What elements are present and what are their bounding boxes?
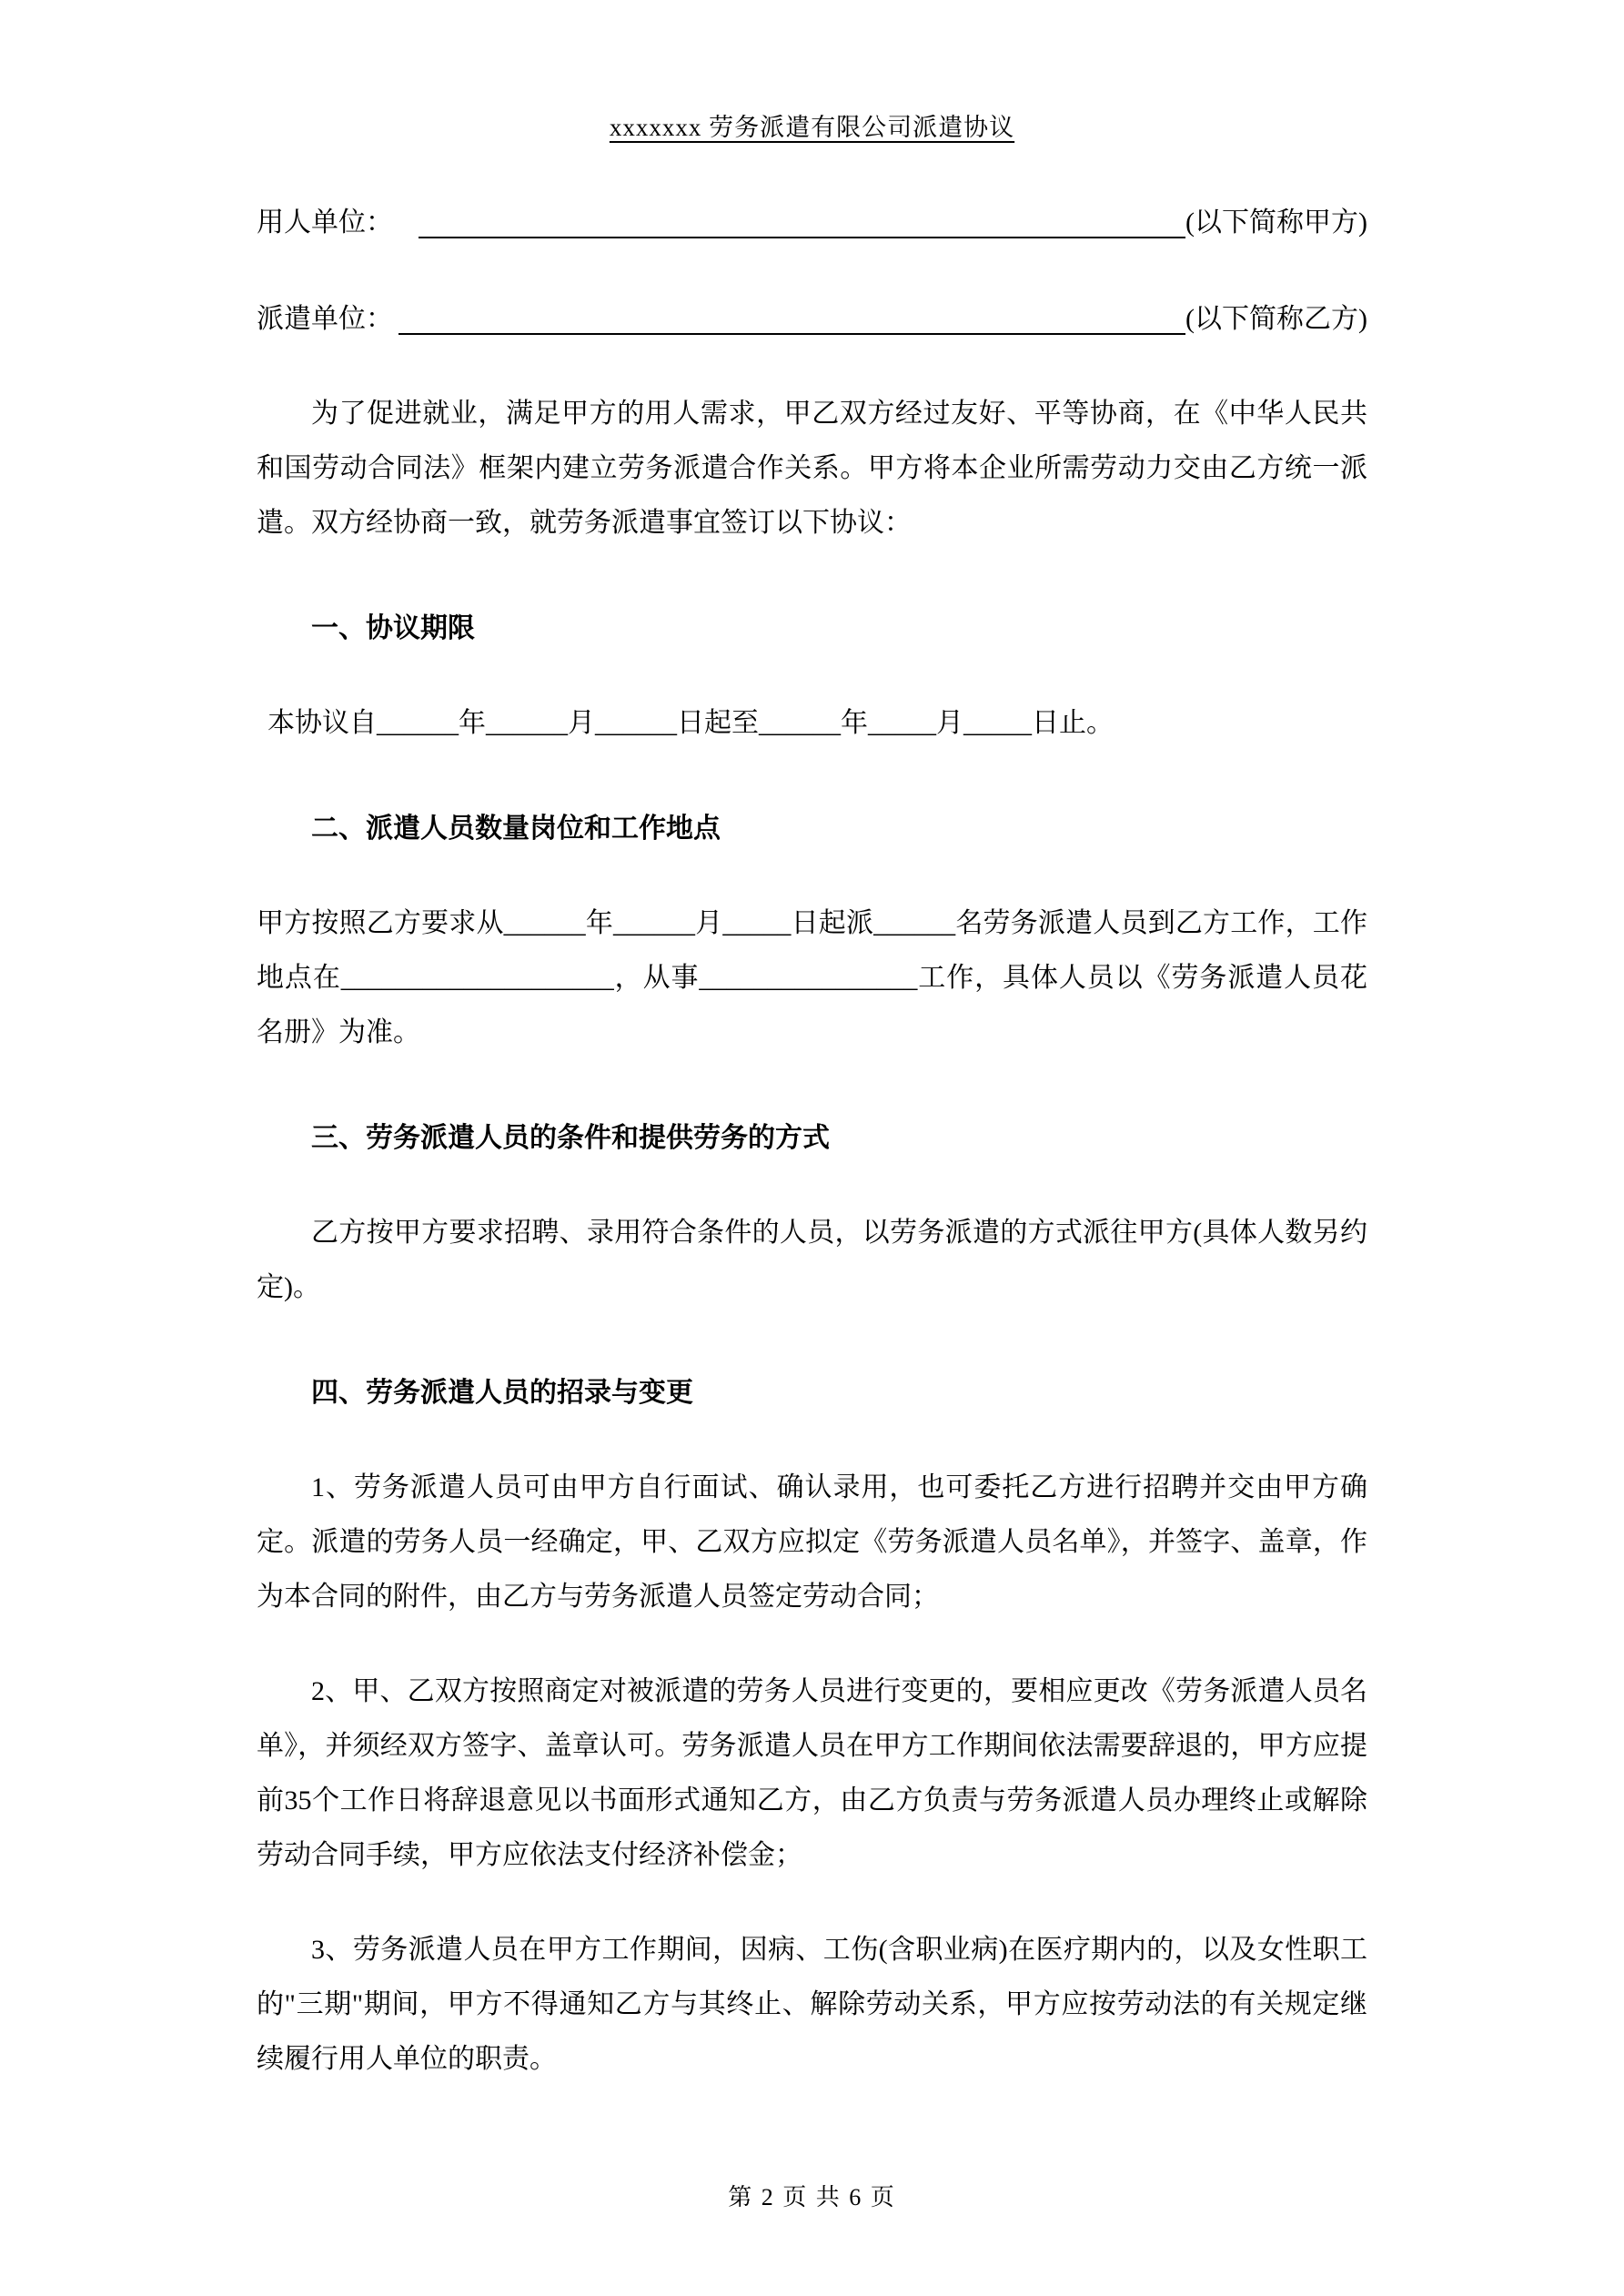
employer-suffix: (以下简称甲方) [1185, 207, 1367, 238]
intro-paragraph: 为了促进就业，满足甲方的用人需求，甲乙双方经过友好、平等协商，在《中华人民共和国劳动合同法》框架内建立劳务派遣合作关系。甲方将本企业所需劳动力交由乙方统一派遣。双方经协商一致，就劳务派遣事宜签订以下协议： [257, 399, 1367, 538]
section-4-paragraph-2: 2、甲、乙双方按照商定对被派遣的劳务人员进行变更的，要相应更改《劳务派遣人员名单》，并须经双方签字、盖章认可。劳务派遣人员在甲方工作期间依法需要辞退的，甲方应提前35个工作日将辞退意见以书面形式通知乙方，由乙方负责与劳务派遣人员办理终止或解除劳动合同手续，甲方应依法支付经济补偿金； [257, 1676, 1367, 1870]
section-1-paragraph: 本协议自______年______月______日起至______年_____月_____日止。 [267, 708, 1114, 738]
section-2-paragraph: 甲方按照乙方要求从______年______月_____日起派______名劳务派遣人员到乙方工作，工作地点在____________________，从事________________工作，具体人员以《劳务派遣人员花名册》为准。 [257, 908, 1367, 1047]
dispatcher-label: 派遣单位： [257, 304, 393, 334]
section-3-heading: 三、劳务派遣人员的条件和提供劳务的方式 [311, 1123, 830, 1153]
dispatcher-suffix: (以下简称乙方) [1185, 304, 1367, 334]
section-4-heading: 四、劳务派遣人员的招录与变更 [311, 1378, 693, 1408]
section-4-paragraph-3: 3、劳务派遣人员在甲方工作期间，因病、工伤(含职业病)在医疗期内的，以及女性职工的"三期"期间，甲方不得通知乙方与其终止、解除劳动关系，甲方应按劳动法的有关规定继续履行用人单位的职责。 [257, 1935, 1367, 2074]
section-2-heading: 二、派遣人员数量岗位和工作地点 [311, 814, 721, 844]
employer-blank-line [419, 237, 1185, 238]
dispatcher-blank-line [398, 333, 1185, 335]
page-footer: 第 2 页 共 6 页 [728, 2184, 896, 2210]
document-header [257, 107, 1367, 143]
employer-label: 用人单位： [257, 207, 393, 238]
document-title: xxxxxxx 劳务派遣有限公司派遣协议 [609, 114, 1015, 141]
section-1-heading: 一、协议期限 [311, 613, 475, 643]
party-line-dispatcher [257, 292, 1367, 347]
section-3-paragraph: 乙方按甲方要求招聘、录用符合条件的人员，以劳务派遣的方式派往甲方(具体人数另约定)。 [257, 1218, 1367, 1302]
section-4-paragraph-1: 1、劳务派遣人员可由甲方自行面试、确认录用，也可委托乙方进行招聘并交由甲方确定。派遣的劳务人员一经确定，甲、乙双方应拟定《劳务派遣人员名单》，并签字、盖章，作为本合同的附件，由乙方与劳务派遣人员签定劳动合同； [257, 1472, 1367, 1612]
party-line-employer [257, 196, 1367, 250]
